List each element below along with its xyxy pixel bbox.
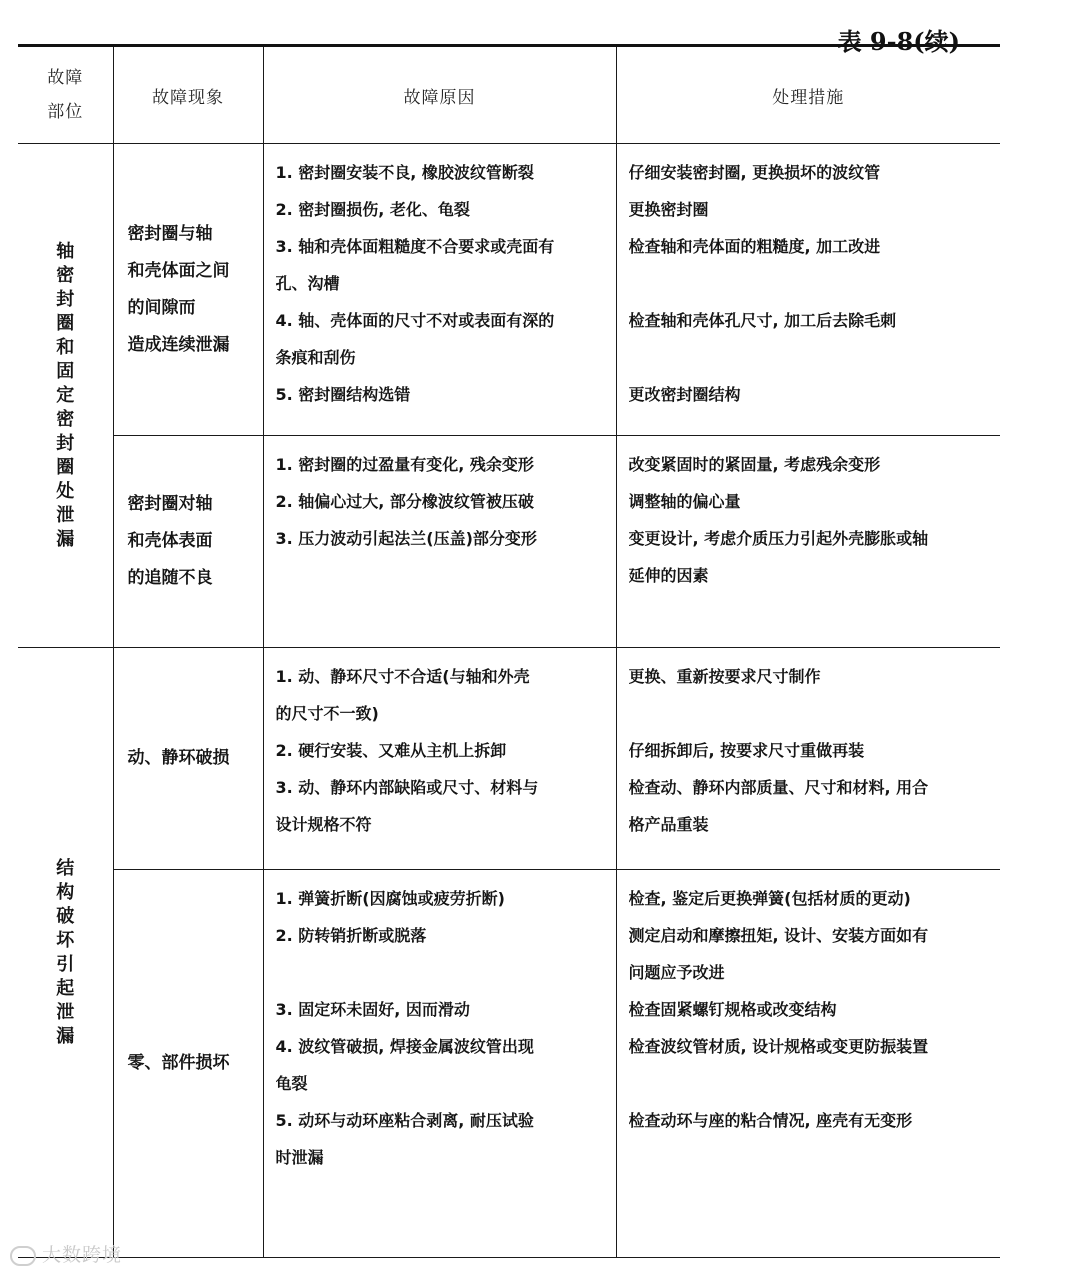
table-row	[18, 648, 1000, 870]
measure-line: 仔细拆卸后, 按要求尺寸重做再装	[628, 741, 865, 760]
fault-part-cell	[18, 144, 113, 648]
measure-line: 调整轴的偏心量	[628, 492, 741, 511]
cause-line: 3. 压力波动引起法兰(压盖)部分变形	[275, 529, 537, 548]
cause-line: 龟裂	[275, 1074, 308, 1093]
watermark-logo-icon	[10, 1246, 36, 1266]
table-row	[18, 870, 1000, 1258]
measure-line: 检查固紧螺钉规格或改变结构	[628, 1000, 837, 1019]
measure-line: 改变紧固时的紧固量, 考虑残余变形	[628, 455, 881, 474]
measure-line: 检查, 鉴定后更换弹簧(包括材质的更动)	[628, 889, 911, 908]
measure-line: 测定启动和摩擦扭矩, 设计、安装方面如有	[628, 926, 929, 945]
measure-line	[629, 1065, 991, 1102]
header-part-line1: 故障	[47, 68, 84, 88]
header-part-line2: 部位	[47, 102, 84, 122]
symptom-cell: 动、静环破损	[113, 648, 263, 870]
header-fault-part	[18, 46, 113, 144]
measure-line	[629, 339, 991, 376]
cause-line: 5. 密封圈结构选错	[275, 385, 411, 404]
measure-cell	[616, 144, 1000, 436]
fault-part-label: 轴 密 封 圈 和 固 定 密 封 圈 处 泄 漏	[56, 240, 75, 550]
symptom-cell: 零、部件损坏	[113, 870, 263, 1258]
watermark	[10, 1240, 122, 1267]
measure-line: 检查轴和壳体孔尺寸, 加工后去除毛刺	[628, 311, 897, 330]
cause-cell	[263, 648, 616, 870]
cause-line	[276, 954, 606, 991]
cause-line: 的尺寸不一致)	[275, 704, 379, 723]
cause-line: 2. 防转销折断或脱落	[275, 926, 427, 945]
header-cause: 故障原因	[263, 46, 616, 144]
cause-line: 3. 固定环未固好, 因而滑动	[275, 1000, 470, 1019]
table-row	[18, 144, 1000, 436]
cause-line: 3. 动、静环内部缺陷或尺寸、材料与	[275, 778, 539, 797]
measure-line: 更换密封圈	[628, 200, 709, 219]
measure-line: 变更设计, 考虑介质压力引起外壳膨胀或轴	[628, 529, 929, 548]
cause-line: 3. 轴和壳体面粗糙度不合要求或壳面有	[275, 237, 555, 256]
fault-table	[18, 44, 1000, 1258]
cause-line: 5. 动环与动环座粘合剥离, 耐压试验	[275, 1111, 534, 1130]
cause-line: 孔、沟槽	[275, 274, 340, 293]
cause-line: 4. 轴、壳体面的尺寸不对或表面有深的	[275, 311, 555, 330]
measure-line: 仔细安装密封圈, 更换损坏的波纹管	[628, 163, 881, 182]
table-row	[18, 436, 1000, 648]
header-measure: 处理措施	[616, 46, 1000, 144]
cause-line: 2. 轴偏心过大, 部分橡波纹管被压破	[275, 492, 534, 511]
cause-line: 1. 弹簧折断(因腐蚀或疲劳折断)	[275, 889, 505, 908]
header-symptom: 故障现象	[113, 46, 263, 144]
cause-line: 2. 密封圈损伤, 老化、龟裂	[275, 200, 470, 219]
measure-line: 更改密封圈结构	[628, 385, 741, 404]
symptom-cell: 密封圈与轴 和壳体面之间 的间隙而 造成连续泄漏	[113, 144, 263, 436]
measure-line: 延伸的因素	[628, 566, 709, 585]
measure-line	[629, 695, 991, 732]
measure-line: 检查动环与座的粘合情况, 座壳有无变形	[628, 1111, 913, 1130]
cause-cell	[263, 870, 616, 1258]
measure-cell	[616, 870, 1000, 1258]
cause-cell	[263, 436, 616, 648]
fault-part-cell	[18, 648, 113, 1258]
measure-line	[629, 265, 991, 302]
symptom-cell: 密封圈对轴 和壳体表面 的追随不良	[113, 436, 263, 648]
watermark-text: 大数跨境	[42, 1244, 123, 1266]
cause-line: 1. 动、静环尺寸不合适(与轴和外壳	[275, 667, 530, 686]
measure-line: 检查波纹管材质, 设计规格或变更防振装置	[628, 1037, 929, 1056]
measure-line: 更换、重新按要求尺寸制作	[628, 667, 821, 686]
measure-line: 检查轴和壳体面的粗糙度, 加工改进	[628, 237, 881, 256]
cause-line: 1. 密封圈安装不良, 橡胶波纹管断裂	[275, 163, 534, 182]
table-caption: 表 9-8(续)	[837, 27, 960, 56]
cause-line: 设计规格不符	[275, 815, 372, 834]
cause-line: 4. 波纹管破损, 焊接金属波纹管出现	[275, 1037, 534, 1056]
measure-line: 检查动、静环内部质量、尺寸和材料, 用合	[628, 778, 929, 797]
cause-cell	[263, 144, 616, 436]
header-row	[18, 46, 1000, 144]
cause-line: 1. 密封圈的过盈量有变化, 残余变形	[275, 455, 534, 474]
measure-cell	[616, 436, 1000, 648]
measure-line: 问题应予改进	[628, 963, 725, 982]
measure-line: 格产品重装	[628, 815, 709, 834]
cause-line: 条痕和刮伤	[275, 348, 356, 367]
cause-line: 时泄漏	[275, 1148, 324, 1167]
measure-cell	[616, 648, 1000, 870]
fault-part-label: 结 构 破 坏 引 起 泄 漏	[56, 857, 75, 1047]
cause-line: 2. 硬行安装、又难从主机上拆卸	[275, 741, 507, 760]
